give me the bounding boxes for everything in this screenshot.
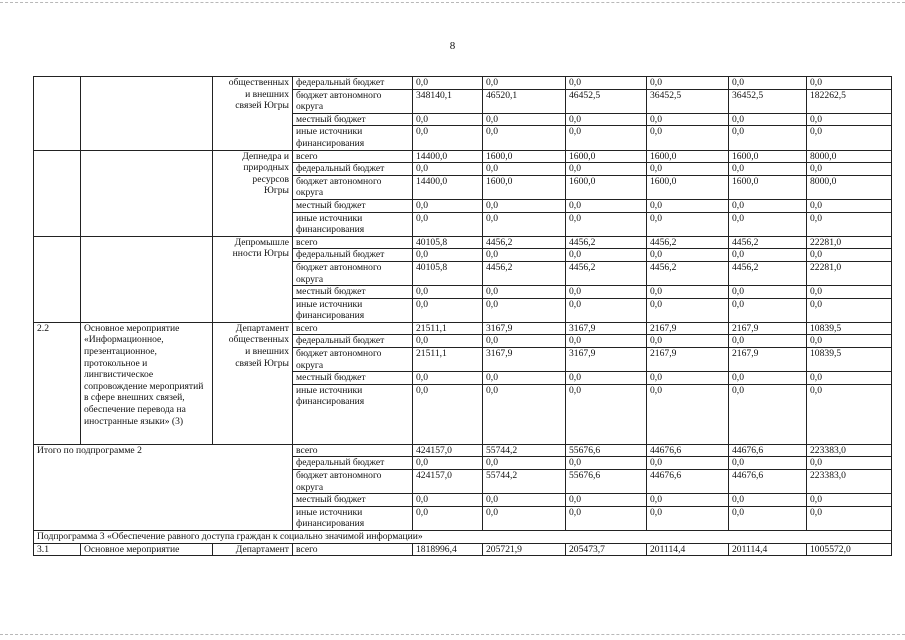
funding-source: федеральный бюджет	[293, 457, 413, 470]
executor-name: Департамент	[213, 543, 293, 556]
amount-cell: 1600,0	[483, 175, 566, 199]
table-row	[34, 236, 892, 249]
amount-cell: 22281,0	[807, 261, 892, 285]
table-row	[34, 77, 892, 90]
amount-cell: 0,0	[566, 384, 647, 444]
amount-cell: 0,0	[807, 163, 892, 176]
amount-cell: 0,0	[729, 384, 807, 444]
subprogram-heading: Подпрограмма 3 «Обеспечение равного доступа граждан к социально значимой информации»	[34, 531, 892, 544]
amount-cell: 0,0	[807, 249, 892, 262]
amount-cell: 0,0	[483, 163, 566, 176]
amount-cell: 0,0	[483, 457, 566, 470]
funding-source: бюджет автономного округа	[293, 348, 413, 372]
funding-source: всего	[293, 150, 413, 163]
funding-source: иные источники финансирования	[293, 126, 413, 150]
amount-cell: 0,0	[413, 494, 483, 507]
amount-cell: 21511,1	[413, 348, 483, 372]
amount-cell: 0,0	[647, 506, 729, 530]
funding-source: местный бюджет	[293, 372, 413, 385]
amount-cell: 4456,2	[566, 236, 647, 249]
amount-cell: 348140,1	[413, 89, 483, 113]
measure-number: 3.1	[34, 543, 81, 556]
amount-cell: 2167,9	[729, 348, 807, 372]
funding-source: бюджет автономного округа	[293, 89, 413, 113]
amount-cell: 424157,0	[413, 444, 483, 457]
amount-cell: 44676,6	[647, 444, 729, 457]
amount-cell: 55676,6	[566, 470, 647, 494]
amount-cell: 0,0	[729, 249, 807, 262]
amount-cell: 44676,6	[647, 470, 729, 494]
amount-cell: 2167,9	[729, 322, 807, 335]
amount-cell: 0,0	[807, 335, 892, 348]
amount-cell: 0,0	[566, 199, 647, 212]
measure-name	[81, 150, 213, 236]
amount-cell: 0,0	[729, 494, 807, 507]
measure-number	[34, 77, 81, 151]
amount-cell: 0,0	[807, 494, 892, 507]
amount-cell: 3167,9	[483, 322, 566, 335]
amount-cell: 2167,9	[647, 348, 729, 372]
amount-cell: 0,0	[807, 384, 892, 444]
amount-cell: 201114,4	[647, 543, 729, 556]
amount-cell: 0,0	[729, 77, 807, 90]
amount-cell: 0,0	[807, 113, 892, 126]
amount-cell: 0,0	[413, 372, 483, 385]
measure-number: 2.2	[34, 322, 81, 444]
amount-cell: 223383,0	[807, 444, 892, 457]
amount-cell: 0,0	[729, 113, 807, 126]
funding-source: всего	[293, 543, 413, 556]
amount-cell: 0,0	[729, 126, 807, 150]
funding-source: всего	[293, 236, 413, 249]
measure-name: Основное мероприятие	[81, 543, 213, 556]
amount-cell: 0,0	[566, 212, 647, 236]
funding-source: иные источники финансирования	[293, 384, 413, 444]
amount-cell: 0,0	[729, 506, 807, 530]
amount-cell: 0,0	[566, 126, 647, 150]
amount-cell: 0,0	[729, 163, 807, 176]
amount-cell: 0,0	[647, 298, 729, 322]
amount-cell: 0,0	[807, 212, 892, 236]
amount-cell: 0,0	[566, 77, 647, 90]
amount-cell: 0,0	[647, 384, 729, 444]
funding-source: местный бюджет	[293, 199, 413, 212]
measure-number	[34, 236, 81, 322]
amount-cell: 0,0	[413, 286, 483, 299]
amount-cell: 0,0	[647, 286, 729, 299]
measure-number	[34, 150, 81, 236]
amount-cell: 0,0	[483, 335, 566, 348]
amount-cell: 0,0	[566, 372, 647, 385]
amount-cell: 0,0	[566, 298, 647, 322]
measure-name	[81, 77, 213, 151]
amount-cell: 4456,2	[483, 261, 566, 285]
scan-edge-bottom	[0, 634, 905, 635]
amount-cell: 55744,2	[483, 470, 566, 494]
amount-cell: 0,0	[729, 199, 807, 212]
amount-cell: 0,0	[483, 249, 566, 262]
amount-cell: 4456,2	[647, 261, 729, 285]
funding-source: иные источники финансирования	[293, 506, 413, 530]
funding-source: иные источники финансирования	[293, 212, 413, 236]
measure-name	[81, 236, 213, 322]
funding-source: иные источники финансирования	[293, 298, 413, 322]
amount-cell: 1600,0	[483, 150, 566, 163]
amount-cell: 21511,1	[413, 322, 483, 335]
amount-cell: 1005572,0	[807, 543, 892, 556]
amount-cell: 0,0	[647, 77, 729, 90]
amount-cell: 0,0	[413, 126, 483, 150]
amount-cell: 2167,9	[647, 322, 729, 335]
amount-cell: 0,0	[647, 457, 729, 470]
amount-cell: 8000,0	[807, 175, 892, 199]
amount-cell: 40105,8	[413, 236, 483, 249]
amount-cell: 0,0	[413, 298, 483, 322]
funding-source: местный бюджет	[293, 286, 413, 299]
table-row	[34, 444, 892, 457]
amount-cell: 0,0	[807, 126, 892, 150]
amount-cell: 0,0	[566, 113, 647, 126]
amount-cell: 0,0	[483, 113, 566, 126]
amount-cell: 0,0	[483, 126, 566, 150]
table-row	[34, 150, 892, 163]
amount-cell: 205473,7	[566, 543, 647, 556]
executor-name: Департамент общественных и внешних связей Югры	[213, 322, 293, 444]
funding-source: федеральный бюджет	[293, 77, 413, 90]
amount-cell: 0,0	[483, 212, 566, 236]
amount-cell: 0,0	[807, 286, 892, 299]
amount-cell: 10839,5	[807, 348, 892, 372]
amount-cell: 0,0	[483, 298, 566, 322]
amount-cell: 3167,9	[566, 322, 647, 335]
amount-cell: 424157,0	[413, 470, 483, 494]
amount-cell: 0,0	[729, 298, 807, 322]
amount-cell: 0,0	[729, 372, 807, 385]
amount-cell: 0,0	[413, 335, 483, 348]
total-label: Итого по подпрограмме 2	[34, 444, 293, 530]
amount-cell: 4456,2	[483, 236, 566, 249]
amount-cell: 1600,0	[647, 175, 729, 199]
amount-cell: 0,0	[413, 163, 483, 176]
amount-cell: 0,0	[566, 457, 647, 470]
funding-source: всего	[293, 444, 413, 457]
amount-cell: 0,0	[483, 494, 566, 507]
amount-cell: 1600,0	[729, 175, 807, 199]
amount-cell: 46452,5	[566, 89, 647, 113]
amount-cell: 223383,0	[807, 470, 892, 494]
amount-cell: 40105,8	[413, 261, 483, 285]
amount-cell: 0,0	[413, 77, 483, 90]
amount-cell: 0,0	[729, 212, 807, 236]
amount-cell: 1600,0	[566, 150, 647, 163]
amount-cell: 1600,0	[566, 175, 647, 199]
funding-source: федеральный бюджет	[293, 163, 413, 176]
subprogram-heading-row	[34, 531, 892, 544]
funding-source: всего	[293, 322, 413, 335]
amount-cell: 0,0	[566, 335, 647, 348]
amount-cell: 1600,0	[647, 150, 729, 163]
amount-cell: 0,0	[483, 506, 566, 530]
amount-cell: 4456,2	[729, 261, 807, 285]
executor-name: Депромышле нности Югры	[213, 236, 293, 322]
funding-source: федеральный бюджет	[293, 249, 413, 262]
amount-cell: 36452,5	[729, 89, 807, 113]
amount-cell: 3167,9	[566, 348, 647, 372]
amount-cell: 36452,5	[647, 89, 729, 113]
amount-cell: 1818996,4	[413, 543, 483, 556]
table-row	[34, 322, 892, 335]
amount-cell: 0,0	[807, 506, 892, 530]
amount-cell: 0,0	[647, 335, 729, 348]
amount-cell: 44676,6	[729, 470, 807, 494]
amount-cell: 0,0	[647, 494, 729, 507]
amount-cell: 0,0	[647, 163, 729, 176]
funding-source: бюджет автономного округа	[293, 175, 413, 199]
amount-cell: 4456,2	[566, 261, 647, 285]
amount-cell: 0,0	[413, 249, 483, 262]
amount-cell: 0,0	[483, 286, 566, 299]
funding-source: местный бюджет	[293, 494, 413, 507]
funding-source: бюджет автономного округа	[293, 261, 413, 285]
amount-cell: 0,0	[647, 113, 729, 126]
amount-cell: 0,0	[413, 457, 483, 470]
amount-cell: 14400,0	[413, 175, 483, 199]
amount-cell: 0,0	[413, 212, 483, 236]
amount-cell: 182262,5	[807, 89, 892, 113]
amount-cell: 0,0	[566, 163, 647, 176]
amount-cell: 0,0	[413, 113, 483, 126]
amount-cell: 0,0	[483, 77, 566, 90]
amount-cell: 10839,5	[807, 322, 892, 335]
amount-cell: 0,0	[566, 286, 647, 299]
amount-cell: 4456,2	[729, 236, 807, 249]
amount-cell: 0,0	[413, 384, 483, 444]
amount-cell: 0,0	[807, 199, 892, 212]
amount-cell: 205721,9	[483, 543, 566, 556]
amount-cell: 201114,4	[729, 543, 807, 556]
amount-cell: 22281,0	[807, 236, 892, 249]
amount-cell: 55676,6	[566, 444, 647, 457]
amount-cell: 0,0	[729, 335, 807, 348]
amount-cell: 0,0	[566, 494, 647, 507]
amount-cell: 0,0	[566, 506, 647, 530]
amount-cell: 0,0	[413, 199, 483, 212]
amount-cell: 0,0	[807, 77, 892, 90]
amount-cell: 0,0	[413, 506, 483, 530]
amount-cell: 0,0	[807, 372, 892, 385]
amount-cell: 44676,6	[729, 444, 807, 457]
amount-cell: 55744,2	[483, 444, 566, 457]
executor-name: Депнедра и природных ресурсов Югры	[213, 150, 293, 236]
page-number: 8	[449, 40, 456, 52]
amount-cell: 0,0	[483, 384, 566, 444]
table-row	[34, 543, 892, 556]
amount-cell: 0,0	[647, 199, 729, 212]
amount-cell: 0,0	[483, 372, 566, 385]
amount-cell: 0,0	[647, 249, 729, 262]
executor-name: общественных и внешних связей Югры	[213, 77, 293, 151]
amount-cell: 8000,0	[807, 150, 892, 163]
amount-cell: 1600,0	[729, 150, 807, 163]
scan-edge-top	[0, 2, 905, 3]
amount-cell: 0,0	[807, 298, 892, 322]
amount-cell: 0,0	[647, 372, 729, 385]
funding-source: федеральный бюджет	[293, 335, 413, 348]
amount-cell: 4456,2	[647, 236, 729, 249]
funding-source: местный бюджет	[293, 113, 413, 126]
amount-cell: 0,0	[483, 199, 566, 212]
measure-name: Основное мероприятие «Информационное, презентационное, протокольное и лингвистическое сопровождение мероприятий в сфере внешних связей, обеспечение перевода на иностранные языки» (3)	[81, 322, 213, 444]
amount-cell: 0,0	[566, 249, 647, 262]
amount-cell: 14400,0	[413, 150, 483, 163]
budget-table	[33, 76, 892, 556]
amount-cell: 0,0	[647, 126, 729, 150]
amount-cell: 0,0	[729, 286, 807, 299]
amount-cell: 46520,1	[483, 89, 566, 113]
amount-cell: 0,0	[729, 457, 807, 470]
funding-source: бюджет автономного округа	[293, 470, 413, 494]
amount-cell: 0,0	[807, 457, 892, 470]
amount-cell: 0,0	[647, 212, 729, 236]
amount-cell: 3167,9	[483, 348, 566, 372]
